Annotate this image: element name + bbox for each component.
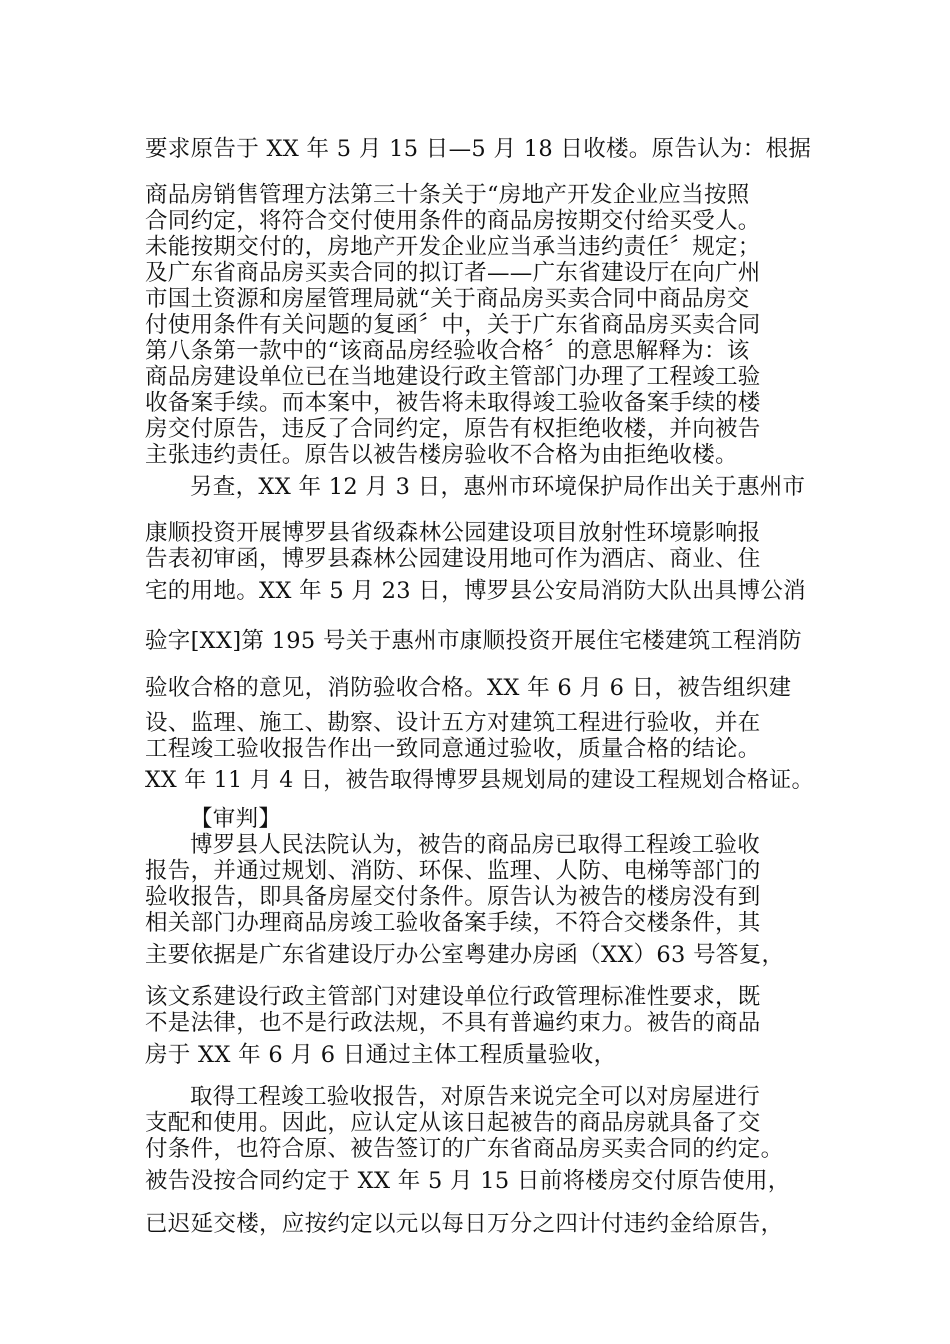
text-line: 支配和使用。因此，应认定从该日起被告的商品房就具备了交 — [145, 1110, 761, 1136]
text-line: 不是法律，也不是行政法规，不具有普遍约束力。被告的商品 — [145, 1010, 761, 1036]
text-line: 付使用条件有关问题的复函〞中，关于广东省商品房买卖合同 — [145, 312, 761, 338]
text-line: 商品房销售管理方法第三十条关于“房地产开发企业应当按照 — [145, 182, 750, 208]
text-line: 及广东省商品房买卖合同的拟订者——广东省建设厅在向广州 — [145, 260, 761, 286]
text-line: 设、监理、施工、勘察、设计五方对建筑工程进行验收，并在 — [145, 710, 761, 736]
text-line: 主张违约责任。原告以被告楼房验收不合格为由拒绝收楼。 — [145, 442, 738, 468]
text-line: 房于 XX 年 6 月 6 日通过主体工程质量验收， — [145, 1042, 617, 1068]
paragraph-start-line: 博罗县人民法院认为，被告的商品房已取得工程竣工验收 — [190, 832, 761, 858]
text-line: 验收报告，即具备房屋交付条件。原告认为被告的楼房没有到 — [145, 884, 761, 910]
text-line: 收备案手续。而本案中，被告将未取得竣工验收备案手续的楼 — [145, 390, 761, 416]
text-line: 相关部门办理商品房竣工验收备案手续，不符合交楼条件，其 — [145, 910, 761, 936]
text-line: 验收合格的意见，消防验收合格。XX 年 6 月 6 日，被告组织建 — [145, 675, 792, 701]
text-line: 验字[XX]第 195 号关于惠州市康顺投资开展住宅楼建筑工程消防 — [145, 628, 802, 654]
text-line: 付条件，也符合原、被告签订的广东省商品房买卖合同的约定。 — [145, 1136, 784, 1162]
text-line: 已迟延交楼，应按约定以元以每日万分之四计付违约金给原告， — [145, 1211, 784, 1237]
text-line: 主要依据是广东省建设厅办公室粤建办房函（XX）63 号答复， — [145, 942, 785, 968]
text-line: 报告，并通过规划、消防、环保、监理、人防、电梯等部门的 — [145, 858, 761, 884]
text-line: 要求原告于 XX 年 5 月 15 日—5 月 18 日收楼。原告认为：根据 — [145, 136, 812, 162]
paragraph-start-line: 另查，XX 年 12 月 3 日，惠州市环境保护局作出关于惠州市 — [190, 474, 806, 500]
text-line: 房交付原告，违反了合同约定，原告有权拒绝收楼，并向被告 — [145, 416, 761, 442]
text-line: 市国土资源和房屋管理局就“关于商品房买卖合同中商品房交 — [145, 286, 750, 312]
section-heading: 【审判】 — [190, 806, 282, 832]
text-line: XX 年 11 月 4 日，被告取得博罗县规划局的建设工程规划合格证。 — [145, 768, 814, 793]
text-line: 告表初审函，博罗县森林公园建设用地可作为酒店、商业、住 — [145, 546, 761, 572]
text-line: 第八条第一款中的“该商品房经验收合格〞的意思解释为：该 — [145, 338, 750, 364]
text-line: 该文系建设行政主管部门对建设单位行政管理标准性要求，既 — [145, 984, 761, 1010]
text-line: 未能按期交付的，房地产开发企业应当承当违约责任〞规定； — [145, 234, 761, 260]
text-line: 宅的用地。XX 年 5 月 23 日，博罗县公安局消防大队出具博公消 — [145, 578, 806, 604]
text-line: 被告没按合同约定于 XX 年 5 月 15 日前将楼房交付原告使用， — [145, 1168, 791, 1194]
text-line: 康顺投资开展博罗县省级森林公园建设项目放射性环境影响报 — [145, 520, 761, 546]
paragraph-start-line: 取得工程竣工验收报告，对原告来说完全可以对房屋进行 — [190, 1084, 761, 1110]
text-line: 合同约定，将符合交付使用条件的商品房按期交付给买受人。 — [145, 208, 761, 234]
text-line: 工程竣工验收报告作出一致同意通过验收，质量合格的结论。 — [145, 736, 761, 762]
text-line: 商品房建设单位已在当地建设行政主管部门办理了工程竣工验 — [145, 364, 761, 390]
